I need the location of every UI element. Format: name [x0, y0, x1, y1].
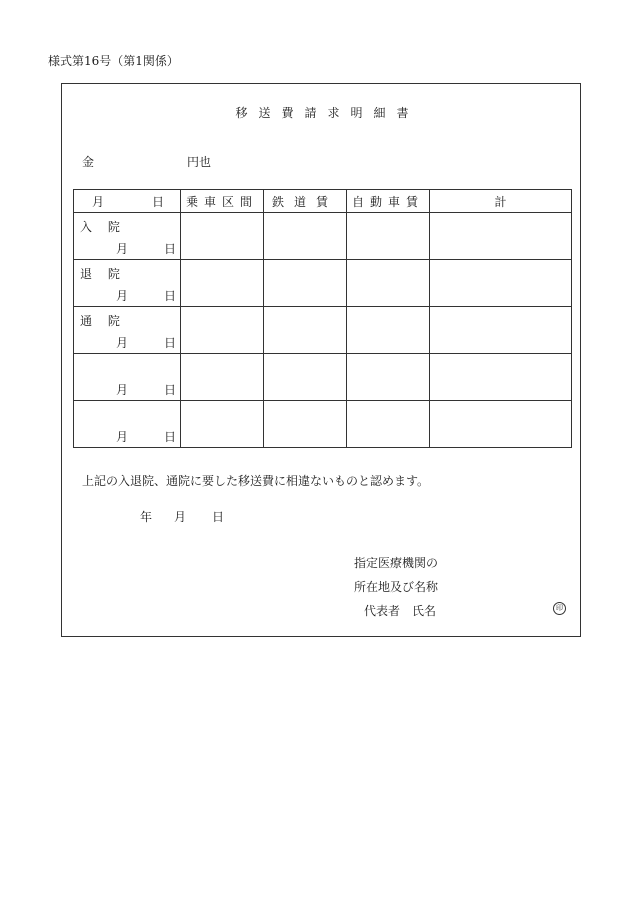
date-cell — [74, 213, 181, 260]
day-label: 日 — [164, 430, 177, 444]
signature-day-label: 日 — [212, 510, 225, 524]
railway-cell[interactable] — [264, 213, 347, 260]
day-label: 日 — [164, 242, 177, 256]
section-cell[interactable] — [181, 213, 264, 260]
table-row — [74, 213, 572, 260]
month-label: 月 — [116, 336, 129, 350]
transport-cost-table — [73, 189, 572, 448]
day-label: 日 — [164, 383, 177, 397]
table-row — [74, 354, 572, 401]
signature-month-label: 月 — [174, 510, 187, 524]
header-section: 乗車区間 — [181, 190, 264, 213]
row-label: 退 院 — [80, 267, 126, 281]
day-label: 日 — [164, 336, 177, 350]
car-cell[interactable] — [347, 260, 430, 307]
document-title: 移送費請求明細書 — [235, 106, 420, 120]
table-row — [74, 401, 572, 448]
table-header-row — [74, 190, 572, 213]
seal-mark: 印 — [553, 602, 566, 615]
month-label: 月 — [116, 242, 129, 256]
car-cell[interactable] — [347, 307, 430, 354]
month-label: 月 — [116, 383, 129, 397]
month-label: 月 — [116, 430, 129, 444]
total-cell[interactable] — [430, 213, 572, 260]
car-cell[interactable] — [347, 213, 430, 260]
total-cell[interactable] — [430, 354, 572, 401]
section-cell[interactable] — [181, 260, 264, 307]
month-label: 月 — [116, 289, 129, 303]
amount-suffix: 円也 — [187, 155, 212, 169]
header-total: 計 — [430, 190, 572, 213]
header-date — [74, 190, 181, 213]
railway-cell[interactable] — [264, 307, 347, 354]
table-row — [74, 307, 572, 354]
row-label: 入 院 — [80, 220, 126, 234]
table-row — [74, 260, 572, 307]
header-car: 自動車賃 — [347, 190, 430, 213]
header-railway: 鉄道賃 — [264, 190, 347, 213]
total-cell[interactable] — [430, 260, 572, 307]
railway-cell[interactable] — [264, 260, 347, 307]
certification-statement: 上記の入退院、通院に要した移送費に相違ないものと認めます。 — [82, 474, 430, 488]
form-number: 様式第16号（第1関係） — [48, 54, 179, 68]
institution-label: 指定医療機関の — [354, 556, 439, 570]
railway-cell[interactable] — [264, 354, 347, 401]
car-cell[interactable] — [347, 401, 430, 448]
section-cell[interactable] — [181, 307, 264, 354]
date-cell — [74, 260, 181, 307]
date-cell — [74, 401, 181, 448]
section-cell[interactable] — [181, 354, 264, 401]
total-cell[interactable] — [430, 401, 572, 448]
header-day: 日 — [151, 194, 164, 209]
amount-prefix: 金 — [82, 155, 95, 169]
day-label: 日 — [164, 289, 177, 303]
form-frame — [61, 83, 581, 637]
date-cell — [74, 354, 181, 401]
railway-cell[interactable] — [264, 401, 347, 448]
header-month: 月 — [92, 194, 105, 209]
total-cell[interactable] — [430, 307, 572, 354]
address-name-label: 所在地及び名称 — [354, 580, 439, 594]
row-label: 通 院 — [80, 314, 126, 328]
signature-year-label: 年 — [140, 510, 153, 524]
section-cell[interactable] — [181, 401, 264, 448]
car-cell[interactable] — [347, 354, 430, 401]
representative-name-label: 代表者 氏名 — [364, 604, 437, 618]
date-cell — [74, 307, 181, 354]
